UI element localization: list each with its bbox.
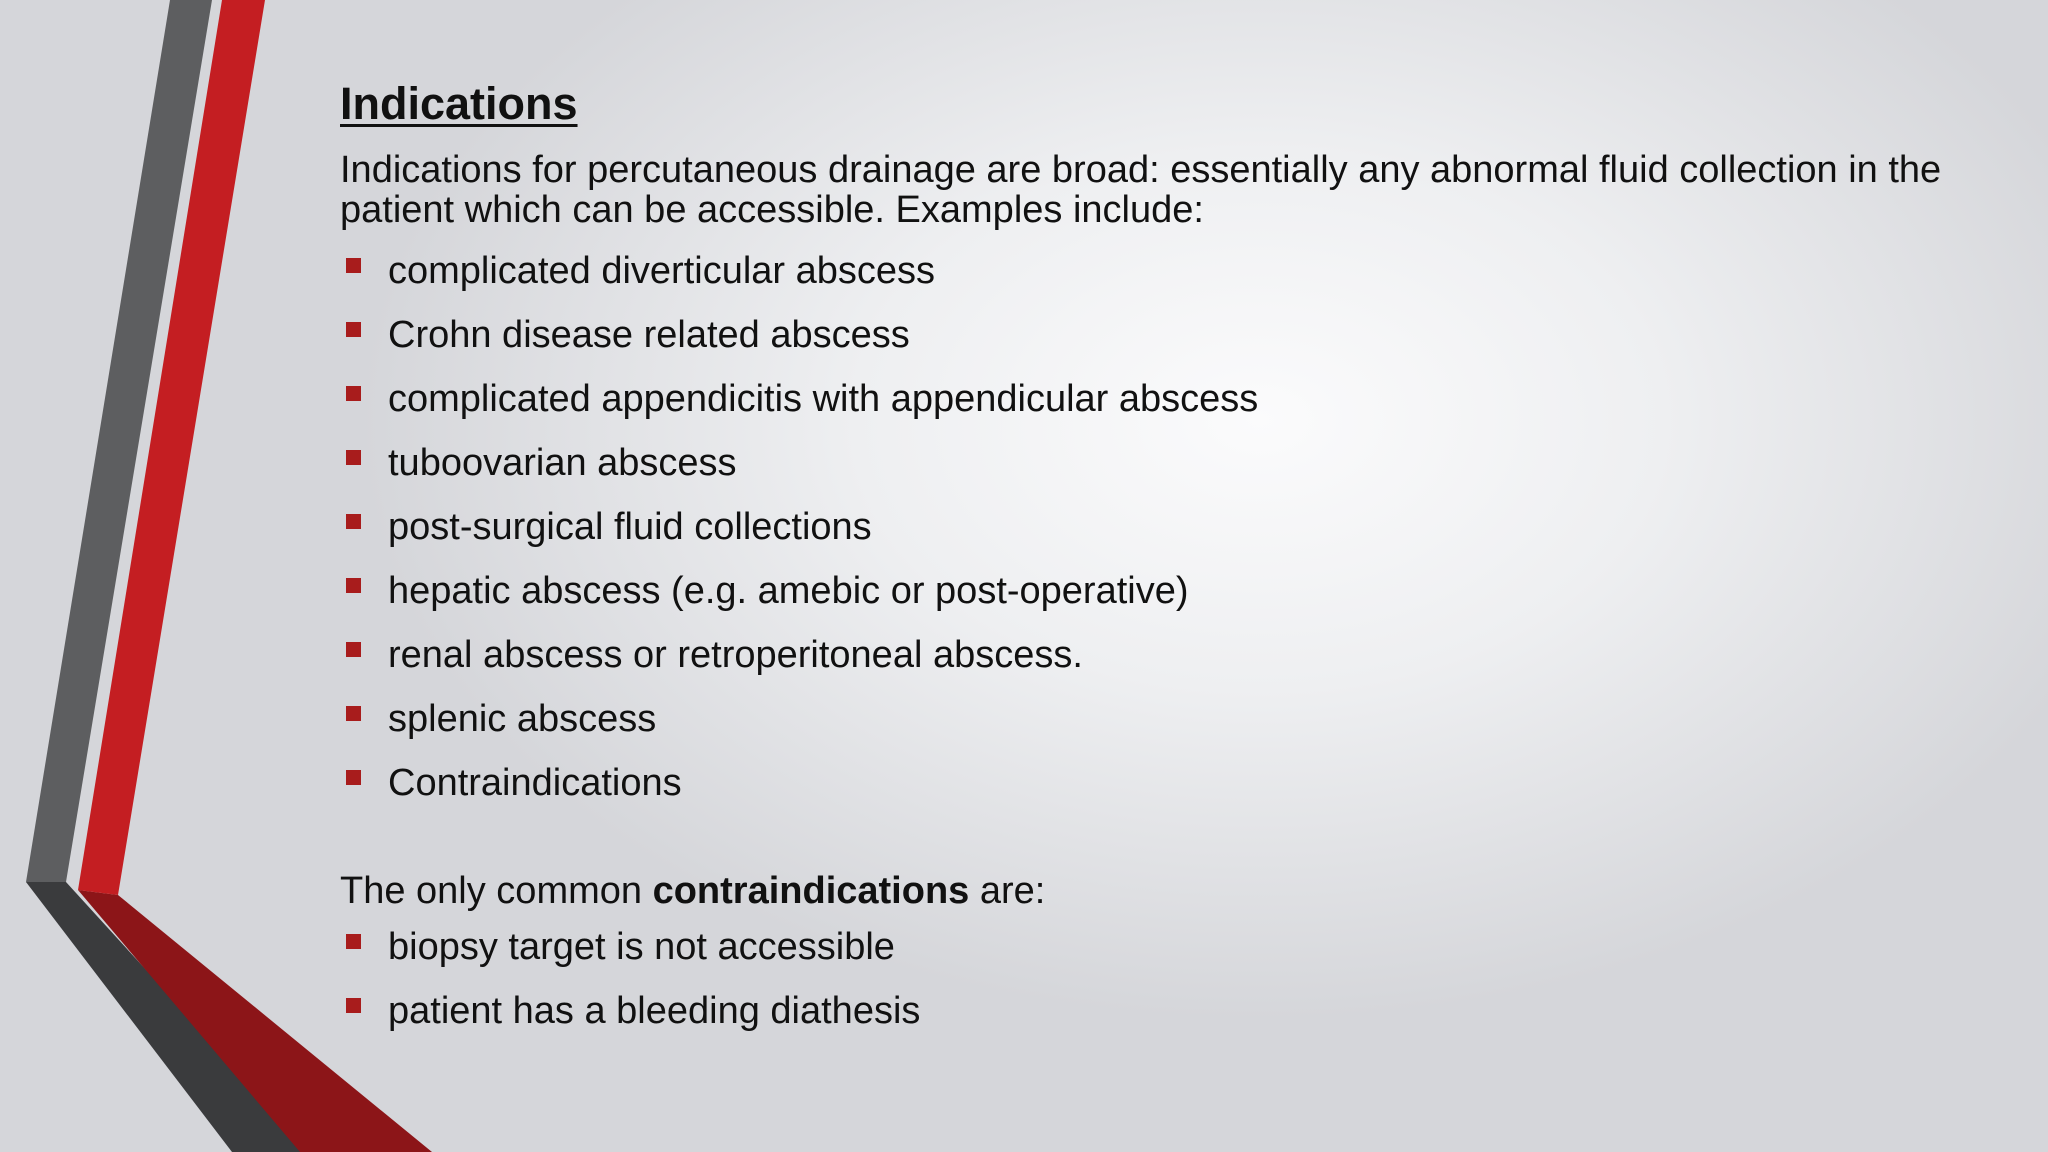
list-item <box>340 760 1980 824</box>
list-item-text: complicated appendicitis with appendicular abscess <box>388 378 1259 420</box>
bullet-square-icon <box>346 706 361 721</box>
bullet-square-icon <box>346 258 361 273</box>
list-item-text: splenic abscess <box>388 698 657 740</box>
list-item-text: hepatic abscess (e.g. amebic or post-operative) <box>388 570 1189 612</box>
contra-prefix: The only common <box>340 870 643 912</box>
list-item <box>340 696 1980 760</box>
list-item <box>340 248 1980 312</box>
list-item <box>340 988 1980 1052</box>
list-item-text: renal abscess or retroperitoneal abscess. <box>388 634 1083 676</box>
list-item <box>340 376 1980 440</box>
list-item-text: patient has a bleeding diathesis <box>388 990 921 1032</box>
contra-bold: contraindications <box>652 870 970 912</box>
bullet-square-icon <box>346 642 361 657</box>
bullet-square-icon <box>346 386 361 401</box>
list-item-text: biopsy target is not accessible <box>388 926 895 968</box>
list-item-text: post-surgical fluid collections <box>388 506 872 548</box>
list-item <box>340 312 1980 376</box>
contraindications-list <box>340 924 1980 1052</box>
list-item-text: tuboovarian abscess <box>388 442 737 484</box>
spacer <box>340 824 1980 868</box>
list-item-text: Contraindications <box>388 762 682 804</box>
bullet-square-icon <box>346 578 361 593</box>
bullet-square-icon <box>346 322 361 337</box>
indications-list <box>340 248 1980 824</box>
contra-suffix: are: <box>979 870 1046 912</box>
list-item <box>340 632 1980 696</box>
bullet-square-icon <box>346 934 361 949</box>
bullet-square-icon <box>346 450 361 465</box>
list-item <box>340 504 1980 568</box>
list-item <box>340 924 1980 988</box>
list-item-text: Crohn disease related abscess <box>388 314 910 356</box>
list-item <box>340 568 1980 632</box>
contraindications-heading <box>340 868 1980 924</box>
intro-paragraph: Indications for percutaneous drainage are broad: essentially any abnormal fluid collection in the patient which can be accessible. Examples include: <box>340 149 1942 231</box>
slide-content <box>340 74 1980 1052</box>
bullet-square-icon <box>346 998 361 1013</box>
bullet-square-icon <box>346 514 361 529</box>
list-item <box>340 440 1980 504</box>
bullet-square-icon <box>346 770 361 785</box>
slide-title: Indications <box>340 78 578 129</box>
list-item-text: complicated diverticular abscess <box>388 250 936 292</box>
